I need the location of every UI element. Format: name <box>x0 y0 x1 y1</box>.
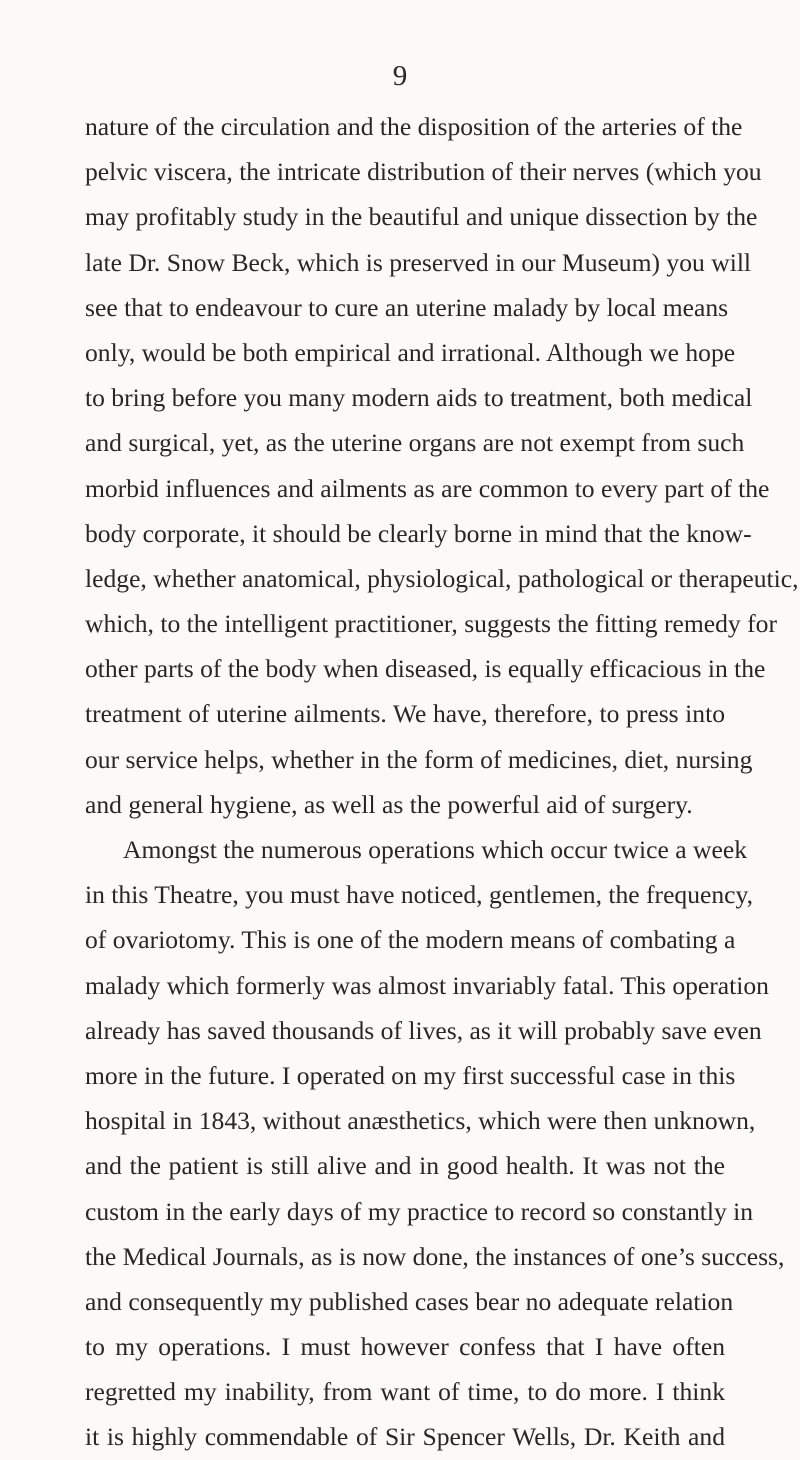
text-line: may profitably study in the beautiful and unique dissection by the <box>85 202 758 232</box>
page-number: 9 <box>392 60 408 92</box>
text-line: our service helps, whether in the form of medicines, diet, nursing <box>85 744 753 774</box>
text-line: and consequently my published cases bear no adequate relation <box>85 1286 734 1316</box>
text-line: already has saved thousands of lives, as it will probably save even <box>85 1015 762 1045</box>
text-line: late Dr. Snow Beck, which is preserved in our Museum) you will <box>85 247 752 277</box>
text-line: which, to the intelligent practitioner, suggests the fitting remedy for <box>85 609 777 639</box>
text-line: ledge, whether anatomical, physiological, pathological or therapeutic, <box>85 563 799 593</box>
body-text <box>85 104 799 1460</box>
text-line: malady which formerly was almost invariably fatal. This operation <box>85 970 769 1000</box>
text-line: body corporate, it should be clearly borne in mind that the know- <box>85 518 752 548</box>
text-line: morbid influences and ailments as are common to every part of the <box>85 473 770 503</box>
text-line: regretted my inability, from want of time, to do more. I think <box>85 1377 725 1407</box>
text-line: pelvic viscera, the intricate distribution of their nerves (which you <box>85 157 762 187</box>
paragraph-end-line: and general hygiene, as well as the powerful aid of surgery. <box>85 789 693 819</box>
text-line: see that to endeavour to cure an uterine malady by local means <box>85 292 729 322</box>
text-line: only, would be both empirical and irrational. Although we hope <box>85 337 736 367</box>
text-line: to bring before you many modern aids to treatment, both medical <box>85 383 753 413</box>
paragraph-start-line: Amongst the numerous operations which occur twice a week <box>123 835 748 864</box>
text-line: more in the future. I operated on my first successful case in this <box>85 1060 736 1090</box>
text-line: of ovariotomy. This is one of the modern means of combating a <box>85 925 736 955</box>
text-line: hospital in 1843, without anæsthetics, which were then unknown, <box>85 1106 756 1136</box>
text-line: to my operations. I must however confess that I have often <box>85 1332 725 1362</box>
text-line: nature of the circulation and the disposition of the arteries of the <box>85 112 743 141</box>
text-line: other parts of the body when diseased, is equally efficacious in the <box>85 654 766 684</box>
text-line: it is highly commendable of Sir Spencer Wells, Dr. Keith and <box>85 1422 725 1452</box>
text-line: custom in the early days of my practice to record so constantly in <box>85 1196 754 1226</box>
text-line: and the patient is still alive and in good health. It was not the <box>85 1151 725 1181</box>
text-line: the Medical Journals, as is now done, the instances of one’s success, <box>85 1241 785 1271</box>
text-line: in this Theatre, you must have noticed, gentlemen, the frequency, <box>85 880 754 910</box>
text-line: treatment of uterine ailments. We have, therefore, to press into <box>85 699 725 729</box>
text-line: and surgical, yet, as the uterine organs are not exempt from such <box>85 428 745 458</box>
